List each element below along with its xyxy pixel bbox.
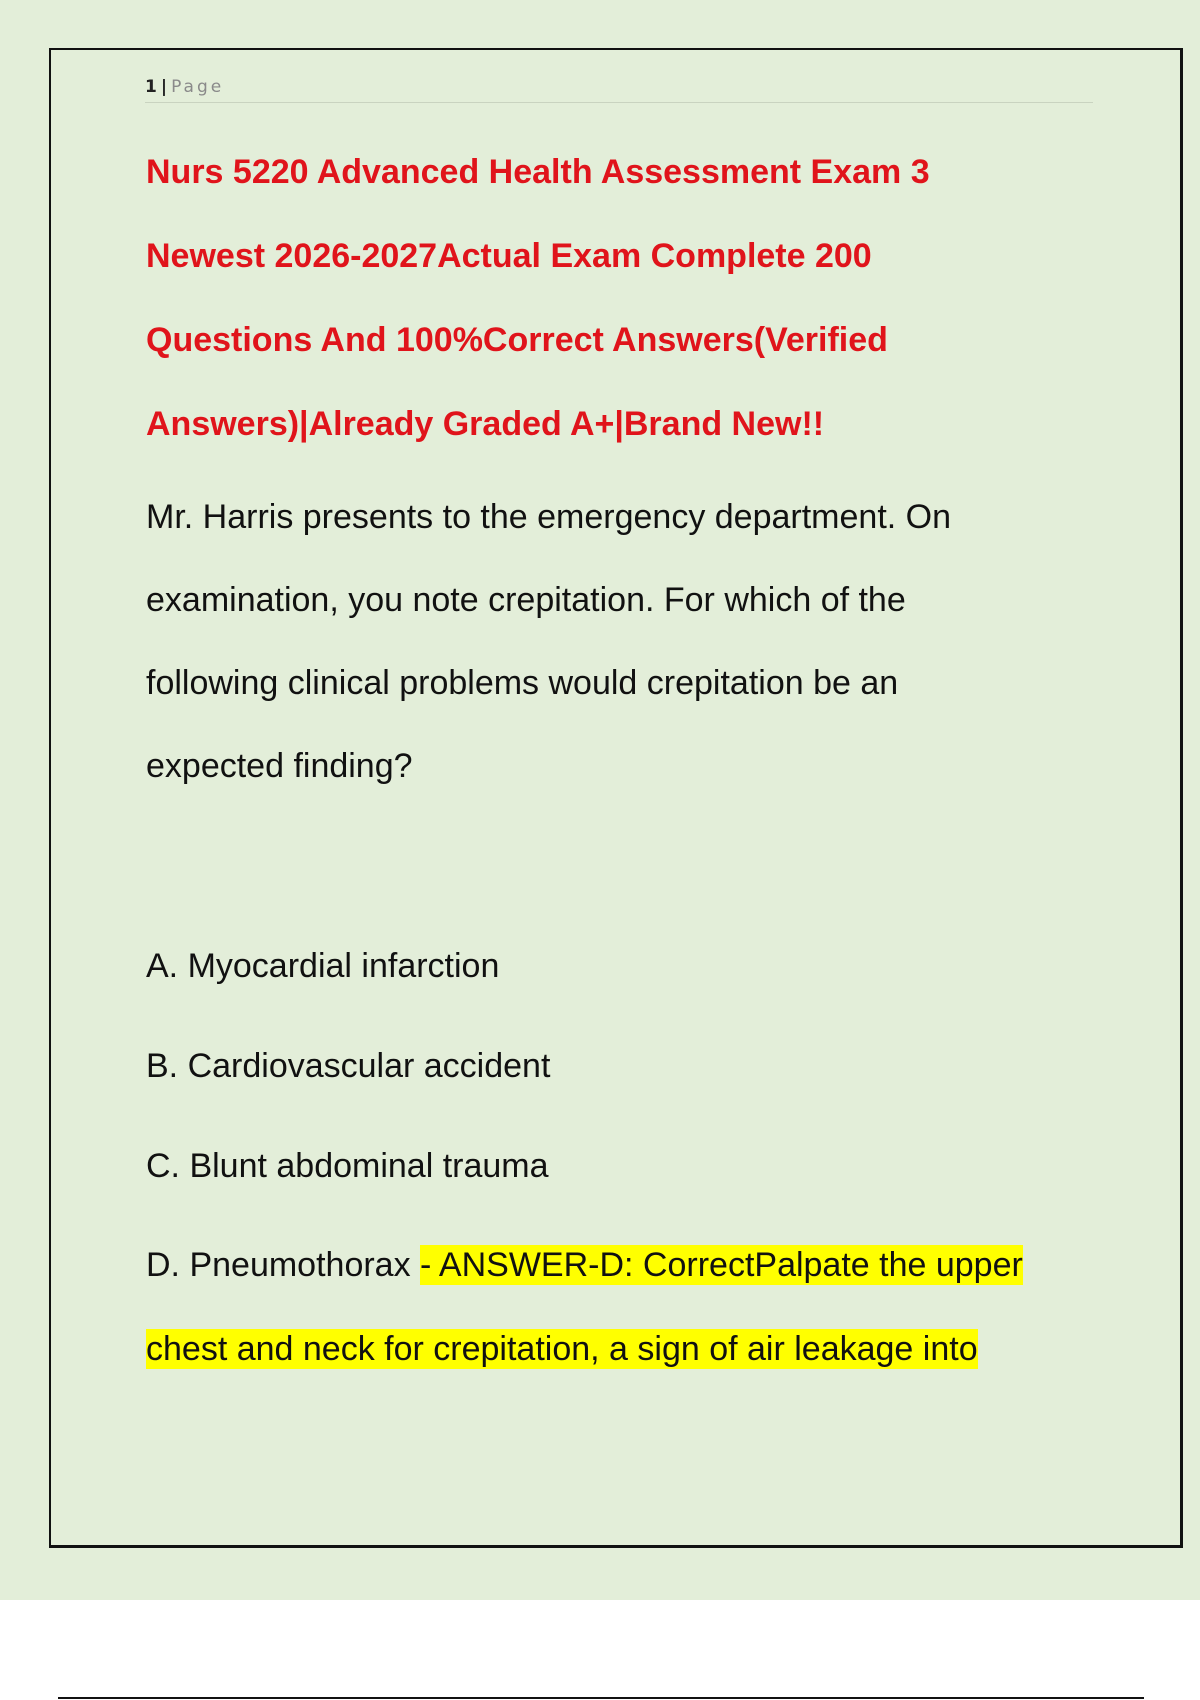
page-header bbox=[145, 74, 1093, 103]
title-line: Answers)|Already Graded A+|Brand New!! bbox=[146, 405, 825, 443]
option-d bbox=[146, 1240, 1023, 1290]
question-line: expected finding? bbox=[146, 747, 413, 785]
question-line: following clinical problems would crepitation be an bbox=[146, 664, 899, 702]
question-line: Mr. Harris presents to the emergency department. On bbox=[146, 498, 952, 536]
title-line: Nurs 5220 Advanced Health Assessment Exam 3 bbox=[146, 153, 930, 191]
option-a: A. Myocardial infarction bbox=[146, 947, 500, 985]
answer-highlight-line-2: chest and neck for crepitation, a sign of air leakage into bbox=[146, 1330, 978, 1368]
question-line: examination, you note crepitation. For which of the bbox=[146, 581, 906, 619]
header-separator: | bbox=[160, 77, 168, 97]
document-title bbox=[146, 130, 1106, 466]
page-number: 1 bbox=[145, 77, 157, 97]
option-b: B. Cardiovascular accident bbox=[146, 1047, 551, 1085]
title-line: Questions And 100%Correct Answers(Verified bbox=[146, 321, 888, 359]
answer-continuation bbox=[146, 1324, 978, 1374]
title-line: Newest 2026-2027Actual Exam Complete 200 bbox=[146, 237, 872, 275]
footer-rule bbox=[58, 1697, 1144, 1699]
question-text bbox=[146, 476, 1106, 808]
answer-highlight-line-1: - ANSWER-D: CorrectPalpate the upper bbox=[420, 1246, 1023, 1284]
option-d-label: D. Pneumothorax bbox=[146, 1246, 421, 1284]
option-c: C. Blunt abdominal trauma bbox=[146, 1147, 549, 1185]
page-label: Page bbox=[171, 77, 225, 97]
